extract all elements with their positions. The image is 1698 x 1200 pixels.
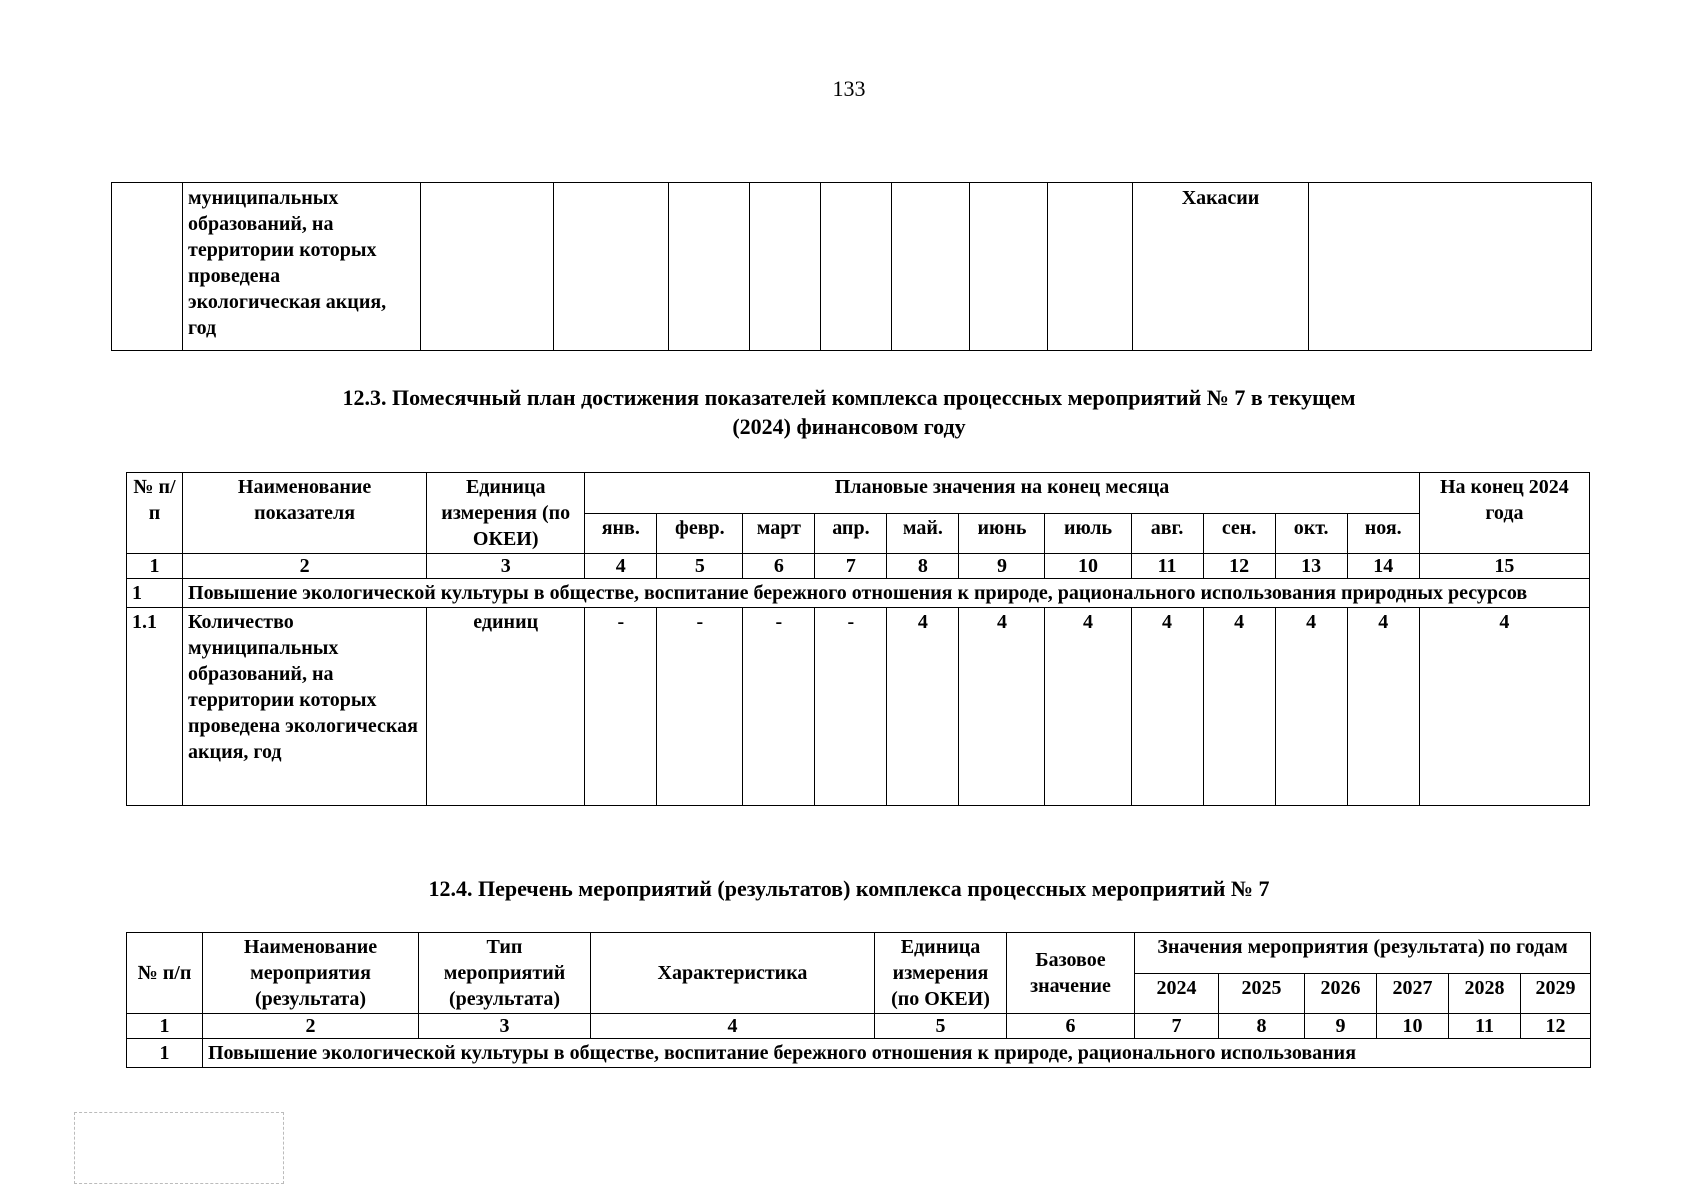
column-number: 10	[1045, 554, 1131, 579]
indicator-name: Количество муниципальных образований, на территории которых проведена экологическая акция, год	[183, 608, 427, 806]
header-values-by-year: Значения мероприятия (результата) по годам	[1135, 933, 1591, 974]
group-num: 1	[127, 1039, 203, 1068]
header-name: Наименование мероприятия (результата)	[203, 933, 419, 1014]
month-value: -	[585, 608, 657, 806]
month-header: июль	[1045, 513, 1131, 554]
month-header: авг.	[1131, 513, 1203, 554]
header-num: № п/п	[127, 473, 183, 554]
indicator-name-cell: муниципальных образований, на территории которых проведена экологическая акция, год	[183, 183, 421, 351]
month-value: -	[815, 608, 887, 806]
header-name: Наименование показателя	[183, 473, 427, 554]
row-num: 1.1	[127, 608, 183, 806]
month-value: 4	[1347, 608, 1419, 806]
month-header: янв.	[585, 513, 657, 554]
header-planned: Плановые значения на конец месяца	[585, 473, 1419, 514]
month-header: март	[743, 513, 815, 554]
month-header: ноя.	[1347, 513, 1419, 554]
section-12-3-title	[0, 383, 1698, 441]
column-number: 8	[887, 554, 959, 579]
year-header: 2028	[1449, 973, 1521, 1014]
column-number: 2	[203, 1014, 419, 1039]
year-header: 2026	[1305, 973, 1377, 1014]
cell	[669, 183, 750, 351]
column-number: 2	[183, 554, 427, 579]
cell	[892, 183, 970, 351]
year-header: 2029	[1521, 973, 1591, 1014]
column-number: 9	[1305, 1014, 1377, 1039]
month-value: -	[657, 608, 743, 806]
monthly-plan-table	[126, 472, 1590, 806]
month-value: -	[743, 608, 815, 806]
header-base-value: Базовое значение	[1007, 933, 1135, 1014]
page-number: 133	[832, 76, 866, 101]
group-title: Повышение экологической культуры в обществе, воспитание бережного отношения к природе, рационального использования	[203, 1039, 1591, 1068]
header-characteristic: Характеристика	[591, 933, 875, 1014]
column-number: 9	[959, 554, 1045, 579]
column-number: 1	[127, 554, 183, 579]
month-value: 4	[1275, 608, 1347, 806]
cell	[821, 183, 892, 351]
column-number: 8	[1219, 1014, 1305, 1039]
end-of-year-value: 4	[1419, 608, 1589, 806]
cell	[970, 183, 1048, 351]
header-unit: Единица измерения (по ОКЕИ)	[875, 933, 1007, 1014]
month-header: сен.	[1203, 513, 1275, 554]
title-line-2: (2024) финансовом году	[732, 414, 966, 439]
cell	[1309, 183, 1592, 351]
column-number: 5	[875, 1014, 1007, 1039]
cell	[750, 183, 821, 351]
indicator-unit: единиц	[427, 608, 585, 806]
section-12-4-title: 12.4. Перечень мероприятий (результатов) комплекса процессных мероприятий № 7	[428, 876, 1270, 901]
column-number: 6	[1007, 1014, 1135, 1039]
group-title: Повышение экологической культуры в обществе, воспитание бережного отношения к природе, рационального использования природных ресурсов	[183, 579, 1590, 608]
column-number: 5	[657, 554, 743, 579]
column-number: 10	[1377, 1014, 1449, 1039]
continuation-table	[111, 182, 1592, 351]
year-header: 2025	[1219, 973, 1305, 1014]
column-number: 12	[1521, 1014, 1591, 1039]
year-header: 2027	[1377, 973, 1449, 1014]
column-number: 4	[585, 554, 657, 579]
column-number: 11	[1131, 554, 1203, 579]
year-header: 2024	[1135, 973, 1219, 1014]
column-number: 13	[1275, 554, 1347, 579]
column-number: 14	[1347, 554, 1419, 579]
column-number: 1	[127, 1014, 203, 1039]
column-number: 11	[1449, 1014, 1521, 1039]
month-header: май.	[887, 513, 959, 554]
month-value: 4	[1131, 608, 1203, 806]
month-value: 4	[1203, 608, 1275, 806]
header-type: Тип мероприятий (результата)	[419, 933, 591, 1014]
cell	[112, 183, 183, 351]
header-end-of-year: На конец 2024 года	[1419, 473, 1589, 554]
cell	[421, 183, 554, 351]
month-header: февр.	[657, 513, 743, 554]
header-unit: Единица измерения (по ОКЕИ)	[427, 473, 585, 554]
month-header: июнь	[959, 513, 1045, 554]
month-value: 4	[1045, 608, 1131, 806]
month-header: окт.	[1275, 513, 1347, 554]
activities-table	[126, 932, 1591, 1068]
column-number: 3	[419, 1014, 591, 1039]
column-number: 12	[1203, 554, 1275, 579]
column-number: 7	[815, 554, 887, 579]
month-value: 4	[959, 608, 1045, 806]
region-cell: Хакасии	[1133, 183, 1309, 351]
column-number: 6	[743, 554, 815, 579]
cell	[1048, 183, 1133, 351]
column-number: 15	[1419, 554, 1589, 579]
column-number: 7	[1135, 1014, 1219, 1039]
group-num: 1	[127, 579, 183, 608]
faded-stamp	[74, 1112, 284, 1184]
column-number: 3	[427, 554, 585, 579]
month-value: 4	[887, 608, 959, 806]
title-line-1: 12.3. Помесячный план достижения показателей комплекса процессных мероприятий № 7 в текущем	[342, 385, 1356, 410]
month-header: апр.	[815, 513, 887, 554]
cell	[554, 183, 669, 351]
column-number: 4	[591, 1014, 875, 1039]
header-num: № п/п	[127, 933, 203, 1014]
